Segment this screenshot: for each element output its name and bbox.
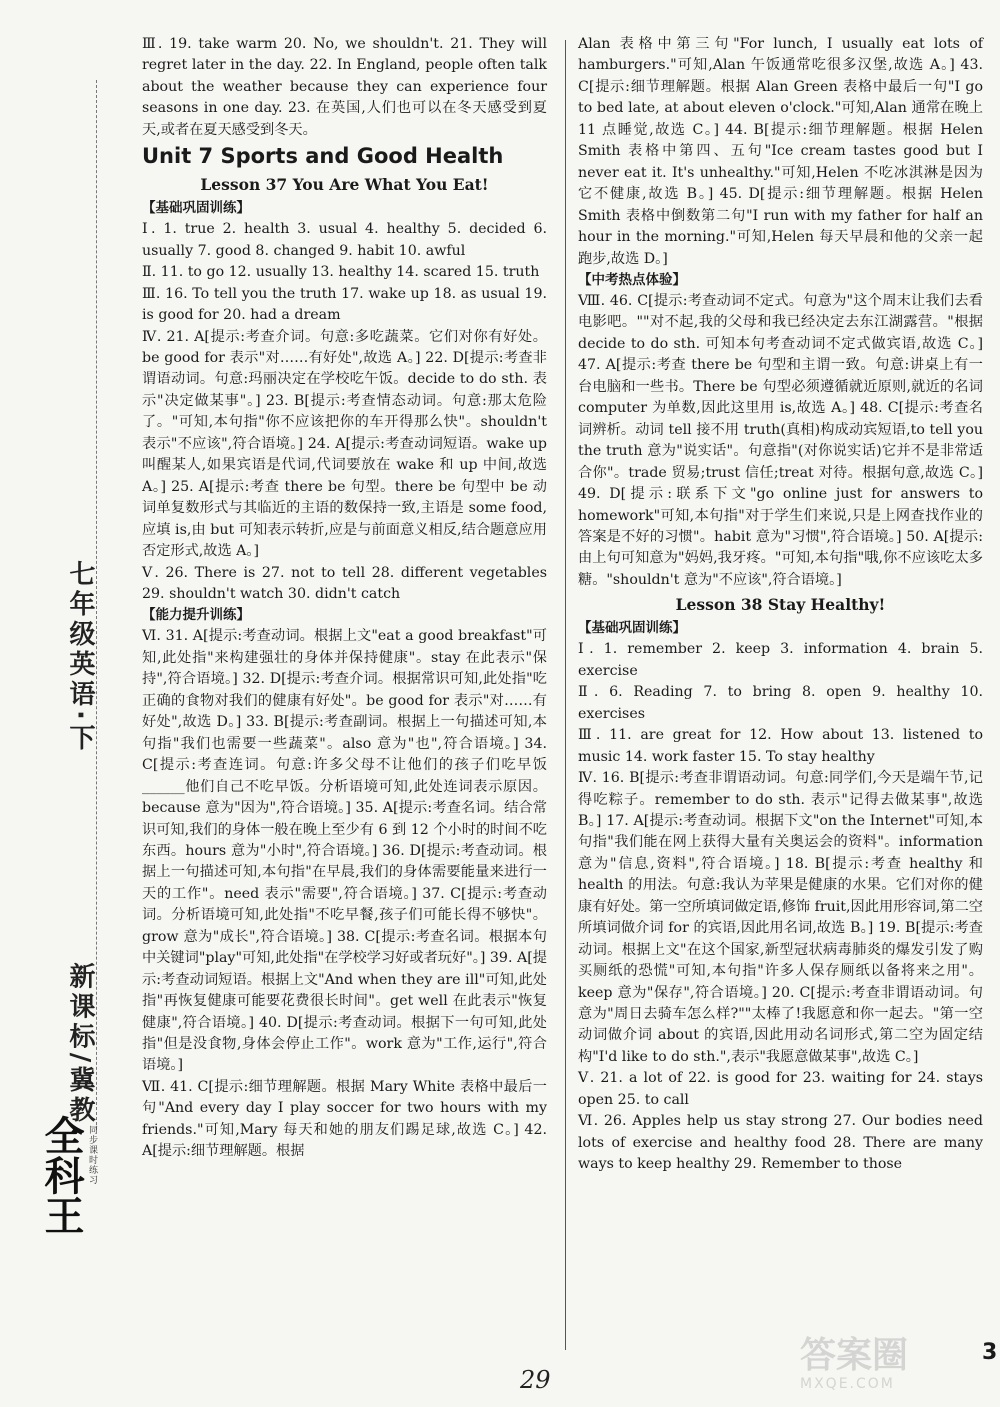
book-title-grade: 七年级英语·下 <box>65 560 95 754</box>
answer-paragraph: Ⅱ. 6. Reading 7. to bring 8. open 9. healthy 10. exercises <box>578 684 983 722</box>
answer-paragraph: Ⅷ. 46. C[提示:考查动词不定式。句意为"这个周末让我们去看电影吧。""对不起,我的父母和我已经决定去东江湖露营。"根据 decide to do sth. 可知本句考查动词不定式做宾语,故选 C。] 47. A[提示:考查 there be 句型和主谓一致。句意:讲桌上有一台电脑和一些书。There be 句型必须遵循就近原则,就近的名词 computer 为单数,因此这里用 is,故选 A。] 48. C[提示:考查名词辨析。动词 tell 接不用 truth(真相)构成动宾短语,to tell you the truth 意为"说实话"。句意指"(对你说实话)它并不是非常适合你"。trade 贸易;trust 信任;treat 对待。根据句意,故选 C。] 49. D[提示:联系下文"go online just for answers to homework"可知,本句指"对于学生们来说,只是上网查找作业的答案是不好的习惯"。habit 意为"习惯",符合语境。] 50. A[提示:由上句可知意为"妈妈,我牙疼。"可知,本句指"哦,你不应该吃太多糖。"shouldn't 意为"不应该",符合语境。] <box>578 292 983 588</box>
publisher-logo <box>38 1115 97 1377</box>
answer-paragraph: Ⅵ. 26. Apples help us stay strong 27. Our bodies need lots of exercise and healthy food 28. There are many ways to keep healthy 29. Remember to those <box>578 1113 983 1173</box>
left-column <box>142 34 547 1163</box>
lesson-title: Lesson 37 You Are What You Eat! <box>200 175 489 195</box>
section-heading: 【中考热点体验】 <box>578 271 686 288</box>
section-heading: 【能力提升训练】 <box>142 607 250 624</box>
book-spine <box>0 0 128 1407</box>
watermark-cn: 答案圈 <box>800 1335 909 1376</box>
answer-paragraph: Alan 表格中第三句"For lunch, I usually eat lots of hamburgers."可知,Alan 午饭通常吃很多汉堡,故选 A。] 43. C[提示:细节理解题。根据 Alan Green 表格中最后一句"I go to bed late, at about eleven o'clock."可知,Alan 通常在晚上 11 点睡觉,故选 C。] 44. B[提示:细节理解题。根据 Helen Smith 表格中第四、五句"Ice cream tastes good but I never eat it. It's unhealthy."可知,Helen 不吃冰淇淋是因为它不健康,故选 B。] 45. D[提示:细节理解题。根据 Helen Smith 表格中倒数第二句"I run with my father for half an hour in the morning."可知,Helen 每天早晨和他的父亲一起跑步,故选 D。] <box>578 36 983 267</box>
lesson-title: Lesson 38 Stay Healthy! <box>675 595 886 615</box>
page-number: 29 <box>520 1366 551 1394</box>
logo-sub-text: 同步课时练习 <box>87 1125 97 1185</box>
corner-number: 3 <box>982 1340 998 1365</box>
logo-main-text: 全科王 <box>38 1115 85 1235</box>
answer-paragraph: Ⅰ. 1. remember 2. keep 3. information 4. brain 5. exercise <box>578 641 983 679</box>
book-edition: 新课标/冀教 <box>65 962 95 1127</box>
column-divider <box>565 40 566 1350</box>
section-heading: 【基础巩固训练】 <box>142 200 250 217</box>
answer-paragraph: Ⅲ. 16. To tell you the truth 17. wake up 18. as usual 19. is good for 20. had a dream <box>142 285 547 324</box>
watermark-en: MXQE.COM <box>800 1376 895 1392</box>
unit-title: Unit 7 Sports and Good Health <box>142 144 504 169</box>
answer-paragraph: Ⅶ. 41. C[提示:细节理解题。根据 Mary White 表格中最后一句"And every day I play soccer for two hours with my friends."可知,Mary 每天和她的朋友们踢足球,故选 C。] 42. A[提示:细节理解题。根据 <box>142 1078 547 1160</box>
right-column <box>578 34 983 1176</box>
answer-paragraph: Ⅵ. 31. A[提示:考查动词。根据上文"eat a good breakfast"可知,此处指"来构建强壮的身体并保持健康"。stay 在此表示"保持",符合语境。] 32. D[提示:考查介词。根据常识可知,此处指"吃正确的食物对我们的健康有好处"。be good for 表示"对……有好处",故选 D。] 33. B[提示:考查副词。根据上一句描述可知,本句指"我们也需要一些蔬菜"。also 意为"也",符合语境。] 34. C[提示:考查连词。句意:许多父母不让他们的孩子们吃早饭______他们自己不吃早饭。分析语境可知,此处连词表示原因。because 意为"因为",符合语境。] 35. A[提示:考查名词。结合常识可知,我们的身体一般在晚上至少有 6 到 12 个小时的时间不吃东西。hours 意为"小时",符合语境。] 36. D[提示:考查动词。根据上一句描述可知,本句指"在早晨,我们的身体需要能量来进行一天的工作"。need 表示"需要",符合语境。] 37. C[提示:考查动词。分析语境可知,此处指"不吃早餐,孩子们可能长得不够快"。grow 意为"成长",符合语境。] 38. C[提示:考查名词。根据本句中关键词"play"可知,此处指"在学校学习好或者玩好"。] 39. A[提示:考查动词短语。根据上文"And when they are ill"可知,此处指"再恢复健康可能要花费很长时间"。get well 在此表示"恢复健康",符合语境。] 40. D[提示:考查动词。根据下一句可知,此处指"但是没食物,身体会停止工作"。work 意为"工作,运行",符合语境。] <box>142 628 547 1074</box>
answer-paragraph: Ⅳ. 16. B[提示:考查非谓语动词。句意:同学们,今天是端午节,记得吃粽子。remember to do sth. 表示"记得去做某事",故选 B。] 17. A[提示:考查动词。根据下文"on the Internet"可知,本句指"我们能在网上获得大量有关奥运会的资料"。information 意为"信息,资料",符合语境。] 18. B[提示:考查 healthy 和 health 的用法。句意:我认为苹果是健康的水果。它们对你的健康有好处。第一空所填词做定语,修饰 fruit,因此用形容词,第二空所填词做介词 for 的宾语,因此用名词,故选 B。] 19. B[提示:考查动词。根据上文"在这个国家,新型冠状病毒肺炎的爆发引发了购买厕纸的恐慌"可知,本句指"许多人保存厕纸以备将来之用"。keep 意为"保存",符合语境。] 20. C[提示:考查非谓语动词。句意为"周日去骑车怎么样?""太棒了!我愿意和你一起去。"第一空动词做介词 about 的宾语,因此用动名词形式,第二空为固定结构"I'd like to do sth.",表示"我愿意做某事",故选 C。] <box>578 770 983 1065</box>
answer-paragraph: Ⅳ. 21. A[提示:考查介词。句意:多吃蔬菜。它们对你有好处。be good for 表示"对……有好处",故选 A。] 22. D[提示:考查非谓语动词。句意:玛丽决定在学校吃午饭。decide to do sth. 表示"决定做某事"。] 23. B[提示:考查情态动词。句意:那太危险了。"可知,本句指"你不应该把你的车开得那么快"。shouldn't 表示"不应该",符合语境。] 24. A[提示:考查动词短语。wake up 叫醒某人,如果宾语是代词,代词要放在 wake 和 up 中间,故选 A。] 25. A[提示:考查 there be 句型。there be 句型中 be 动词单复数形式与其临近的主语的数保持一致,主语是 some food,应填 is,由 but 可知表示转折,应是与前面意义相反,结合题意应用否定形式,故选 A。] <box>142 328 547 560</box>
answer-paragraph: Ⅴ. 26. There is 27. not to tell 28. different vegetables 29. shouldn't watch 30. didn't catch <box>142 564 547 602</box>
watermark <box>800 1336 990 1400</box>
book-title <box>62 560 99 1126</box>
answer-paragraph: Ⅲ. 19. take warm 20. No, we shouldn't. 21. They will regret later in the day. 22. In England, people often talk about the weather because they can experience four seasons in one day. 23. 在英国,人们也可以在冬天感受到夏天,或者在夏天感受到冬天。 <box>142 36 547 138</box>
answer-paragraph: Ⅲ. 11. are great for 12. How about 13. listened to music 14. work faster 15. To stay healthy <box>578 727 983 765</box>
answer-paragraph: Ⅰ. 1. true 2. health 3. usual 4. healthy 5. decided 6. usually 7. good 8. changed 9. habit 10. awful <box>142 221 547 259</box>
answer-paragraph: Ⅴ. 21. a lot of 22. is good for 23. waiting for 24. stays open 25. to call <box>578 1070 983 1108</box>
section-heading: 【基础巩固训练】 <box>578 620 686 637</box>
answer-paragraph: Ⅱ. 11. to go 12. usually 13. healthy 14. scared 15. truth <box>142 264 540 281</box>
